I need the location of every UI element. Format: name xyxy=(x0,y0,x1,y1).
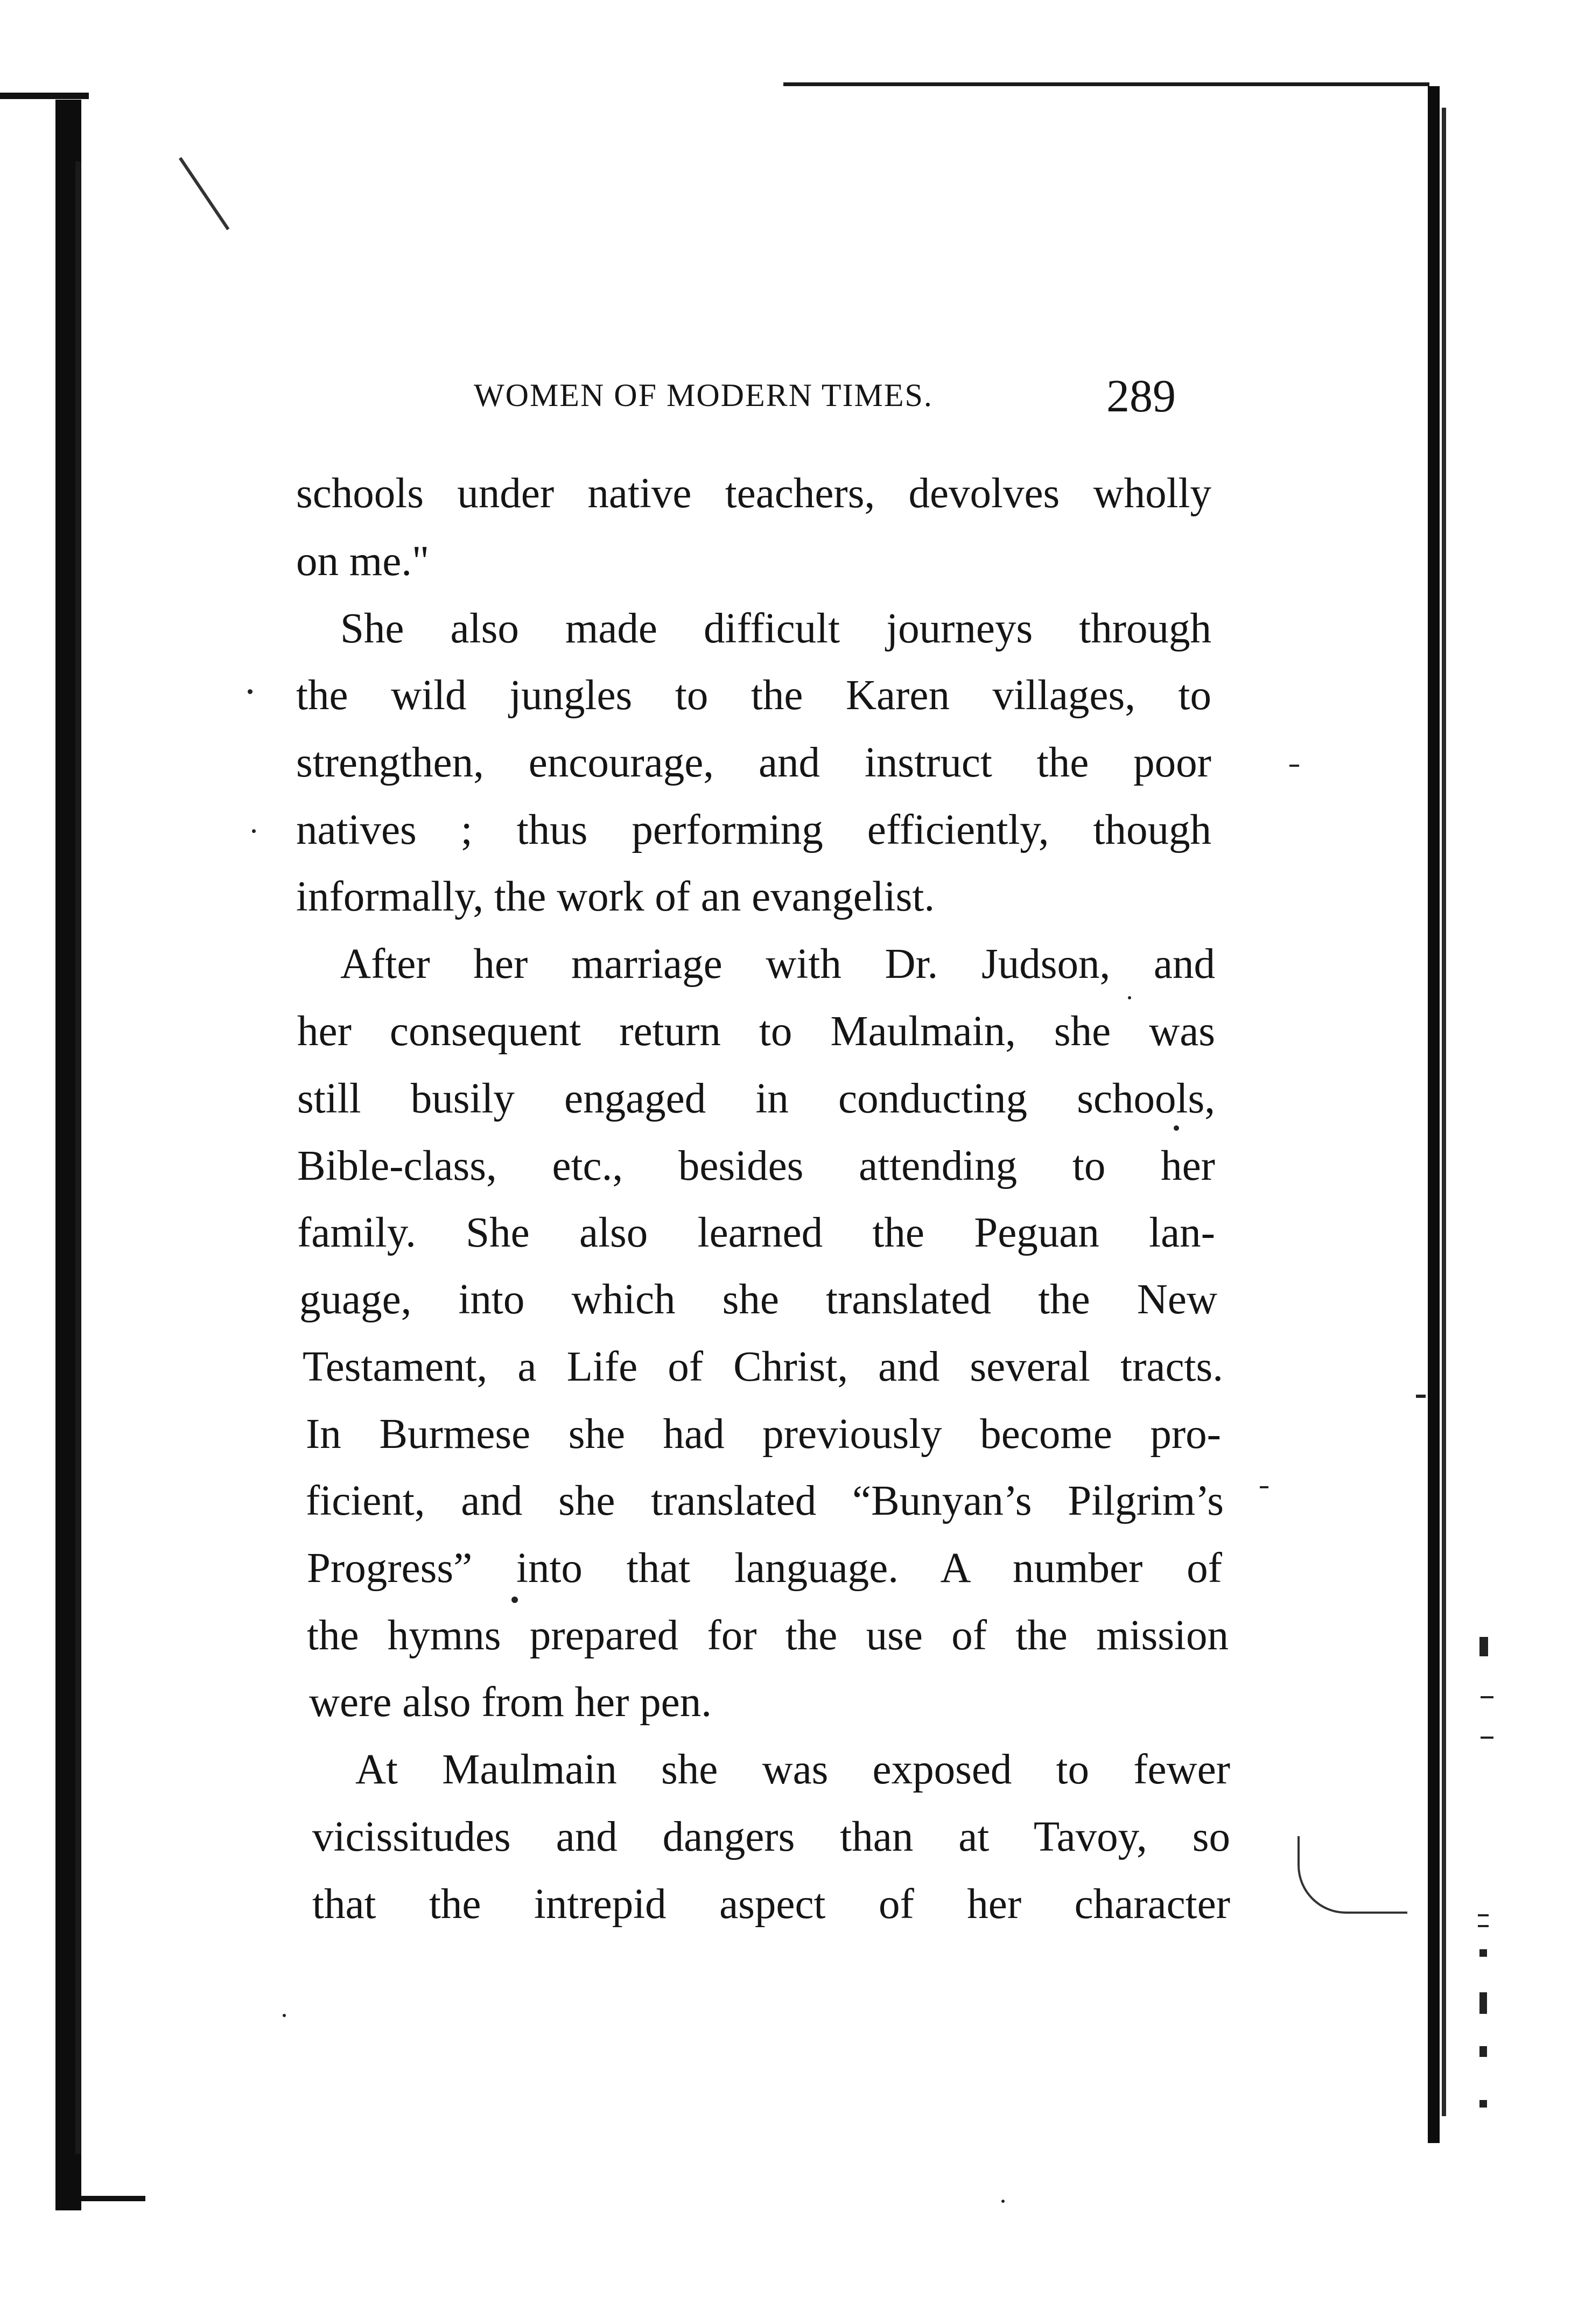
scan-right-edge-line xyxy=(1442,108,1446,2116)
scan-dash xyxy=(1481,1737,1493,1739)
text-line: Progress” into that language. A number of xyxy=(307,1545,1222,1592)
scan-edge-mark xyxy=(81,2196,145,2201)
scan-dash xyxy=(1481,1696,1493,1698)
scan-dash xyxy=(1479,1992,1487,2014)
text-line: were also from her pen. xyxy=(309,1679,712,1726)
text-line: informally, the work of an evangelist. xyxy=(296,873,935,920)
text-line: guage, into which she translated the New xyxy=(299,1276,1217,1323)
text-line: strengthen, encourage, and instruct the poor xyxy=(296,739,1211,786)
scan-dash xyxy=(1416,1395,1426,1398)
scan-speck xyxy=(1174,1125,1179,1131)
text-line: the wild jungles to the Karen villages, to xyxy=(296,672,1211,719)
scan-speck xyxy=(283,2014,286,2017)
scan-dash xyxy=(1260,1486,1268,1488)
paragraph-first-line: At Maulmain she was exposed to fewer xyxy=(355,1746,1230,1793)
text-line: natives ; thus performing efficiently, though xyxy=(296,807,1211,853)
scan-pencil-mark xyxy=(179,157,229,230)
scan-dash xyxy=(1478,1925,1489,1927)
scan-speck xyxy=(252,829,256,833)
scan-right-edge-shadow xyxy=(1428,86,1440,2143)
text-line: Testament, a Life of Christ, and several tracts. xyxy=(303,1343,1223,1390)
scan-top-edge-line xyxy=(783,82,1429,86)
paragraph-first-line: She also made difficult journeys through xyxy=(340,605,1211,652)
scan-dash xyxy=(1479,1637,1488,1656)
text-line: Bible-class, etc., besides attending to her xyxy=(297,1143,1215,1189)
text-line: In Burmese she had previously become pro- xyxy=(306,1411,1221,1458)
text-line: vicissitudes and dangers than at Tavoy, so xyxy=(312,1814,1230,1860)
scan-left-binding-line xyxy=(75,162,81,2154)
scan-speck xyxy=(511,1597,518,1603)
text-line: schools under native teachers, devolves wholly xyxy=(296,470,1211,517)
scan-speck xyxy=(1001,2200,1005,2203)
text-line: ficient, and she translated “Bunyan’s Pilgrim’s xyxy=(306,1478,1224,1524)
scan-dash xyxy=(1478,1914,1489,1916)
text-line: that the intrepid aspect of her character xyxy=(312,1881,1230,1928)
text-line: family. She also learned the Peguan lan- xyxy=(297,1209,1215,1256)
text-line: on me." xyxy=(296,538,430,585)
text-line: her consequent return to Maulmain, she was xyxy=(297,1008,1215,1055)
scan-dash xyxy=(1479,2046,1487,2057)
running-title: WOMEN OF MODERN TIMES. xyxy=(474,377,933,413)
paragraph-first-line: After her marriage with Dr. Judson, and xyxy=(340,941,1215,988)
page-number: 289 xyxy=(1106,370,1176,422)
scan-speck xyxy=(248,689,253,694)
scan-speck xyxy=(1128,996,1131,999)
text-line: the hymns prepared for the use of the mission xyxy=(307,1612,1229,1659)
scan-dash xyxy=(1479,2100,1487,2108)
scan-dash xyxy=(1479,1949,1487,1957)
scan-curve-mark xyxy=(1298,1836,1407,1914)
scan-edge-mark xyxy=(0,93,89,99)
text-line: still busily engaged in conducting schools, xyxy=(297,1075,1215,1122)
scan-dash xyxy=(1289,765,1299,767)
